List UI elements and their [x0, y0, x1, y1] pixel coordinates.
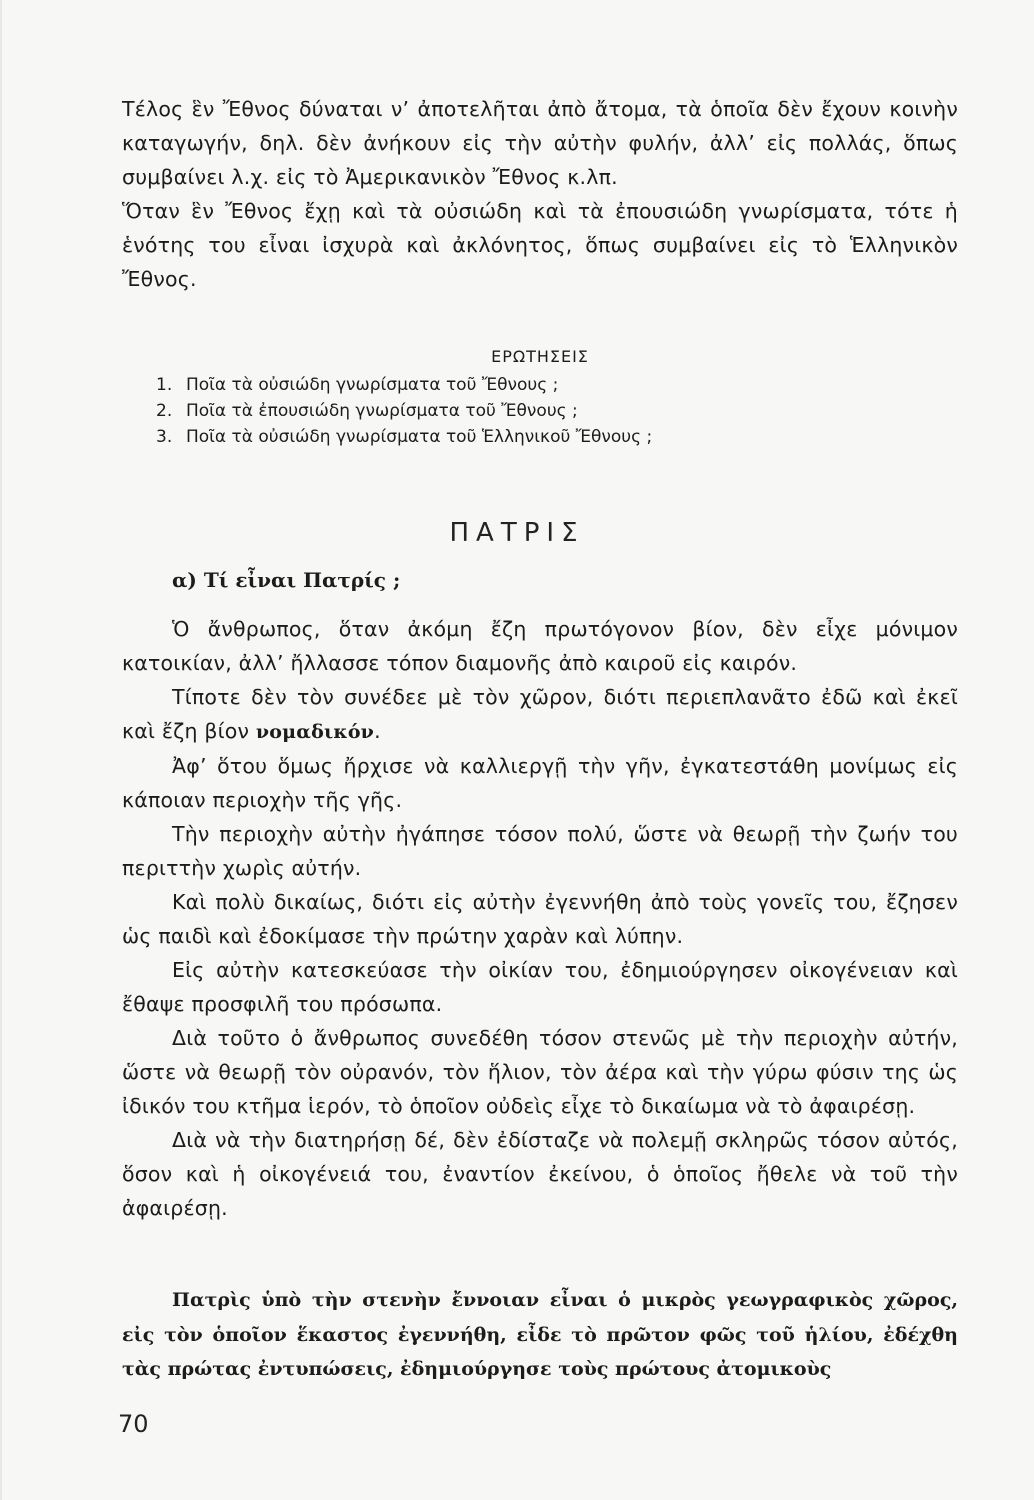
question-text: Ποῖα τὰ ἐπουσιώδη γνωρίσματα τοῦ Ἔθνους ; [186, 401, 578, 421]
question-item [156, 372, 958, 398]
body-paragraph-8: Διὰ νὰ τὴν διατηρήσῃ δέ, δὲν ἐδίσταζε νὰ πολεμῇ σκληρῶς τόσον αὐτός, ὅσον καὶ ἡ οἰκογένειά του, ἐναντίον ἐκείνου, ὁ ὁποῖος ἤθελε νὰ τοῦ τὴν ἀφαιρέσῃ. [122, 1128, 958, 1220]
body-paragraph-3: Ἀφ’ ὅτου ὅμως ἤρχισε νὰ καλλιεργῇ τὴν γῆν, ἐγκατεστάθη μονίμως εἰς κάποιαν περιοχὴν τῆς γῆς. [122, 754, 958, 812]
question-item [156, 424, 958, 450]
body-paragraph-6: Εἰς αὐτὴν κατεσκεύασε τὴν οἰκίαν του, ἐδημιούργησεν οἰκογένειαν καὶ ἔθαψε προσφιλῆ του πρόσωπα. [122, 958, 958, 1016]
question-text: Ποῖα τὰ οὐσιώδη γνωρίσματα τοῦ Ἔθνους ; [186, 375, 559, 395]
questions-title: ΕΡΩΤΗΣΕΙΣ [491, 347, 589, 366]
definition-paragraph: Πατρὶς ὑπὸ τὴν στενὴν ἔννοιαν εἶναι ὁ μικρὸς γεωγραφικὸς χῶρος, εἰς τὸν ὁποῖον ἕκαστος ἐγεννήθη, εἶδε τὸ πρῶτον φῶς τοῦ ἡλίου, ἐδέχθη τὰς πρώτας ἐντυπώσεις, ἐδημιούργησε τοὺς πρώτους ἀτομικοὺς [122, 1289, 958, 1380]
question-number: 3. [156, 427, 173, 447]
intro-paragraph-2: Ὅταν ἓν Ἔθνος ἔχῃ καὶ τὰ οὐσιώδη καὶ τὰ ἐπουσιώδη γνωρίσματα, τότε ἡ ἑνότης του εἶναι ἰσχυρὰ καὶ ἀκλόνητος, ὅπως συμβαίνει εἰς τὸ Ἑλληνικὸν Ἔθνος. [122, 199, 958, 291]
body-paragraph-2-end: . [374, 719, 381, 743]
body-paragraph-5: Καὶ πολὺ δικαίως, διότι εἰς αὐτὴν ἐγεννήθη ἀπὸ τοὺς γονεῖς του, ἔζησεν ὡς παιδὶ καὶ ἐδοκίμασε τὴν πρώτην χαρὰν καὶ λύπην. [122, 890, 958, 948]
body-paragraph-4: Τὴν περιοχὴν αὐτὴν ἠγάπησε τόσον πολύ, ὥστε νὰ θεωρῇ τὴν ζωήν του περιττὴν χωρὶς αὐτήν. [122, 822, 958, 880]
page-edge [0, 0, 2, 1500]
section-heading: α) Τί εἶναι Πατρίς ; [172, 568, 401, 592]
intro-text [122, 92, 958, 296]
question-number: 1. [156, 375, 173, 395]
question-text: Ποῖα τὰ οὐσιώδη γνωρίσματα τοῦ Ἑλληνικοῦ Ἔθνους ; [186, 427, 653, 447]
intro-paragraph-1: Τέλος ἓν Ἔθνος δύναται ν’ ἀποτελῆται ἀπὸ ἄτομα, τὰ ὁποῖα δὲν ἔχουν κοινὴν καταγωγήν, δηλ. δὲν ἀνήκουν εἰς τὴν αὐτὴν φυλήν, ἀλλ’ εἰς πολλάς, ὅπως συμβαίνει λ.χ. εἰς τὸ Ἀμερικανικὸν Ἔθνος κ.λπ. [122, 97, 958, 189]
body-paragraph-2 [122, 680, 958, 749]
question-number: 2. [156, 401, 173, 421]
body-paragraph-2-text: Τίποτε δὲν τὸν συνέδεε μὲ τὸν χῶρον, διότι περιεπλανᾶτο ἐδῶ καὶ ἐκεῖ καὶ ἔζη βίον [122, 685, 958, 743]
page-number: 70 [118, 1410, 149, 1438]
questions-list [122, 372, 958, 450]
chapter-title: ΠΑΤΡΙΣ [449, 518, 585, 548]
questions-section [122, 344, 958, 450]
body-paragraph-1: Ὁ ἄνθρωπος, ὅταν ἀκόμη ἔζη πρωτόγονον βίον, δὲν εἶχε μόνιμον κατοικίαν, ἀλλ’ ἤλλασσε τόπον διαμονῆς ἀπὸ καιροῦ εἰς καιρόν. [122, 617, 958, 675]
emphasis-nomadic: νομαδικόν [255, 721, 375, 743]
body-text [122, 612, 958, 1225]
body-paragraph-7: Διὰ τοῦτο ὁ ἄνθρωπος συνεδέθη τόσον στενῶς μὲ τὴν περιοχὴν αὐτήν, ὥστε νὰ θεωρῇ τὸν οὐρανόν, τὸν ἥλιον, τὸν ἀέρα καὶ τὴν γύρω φύσιν της ὡς ἰδικόν του κτῆμα ἱερόν, τὸ ὁποῖον οὐδεὶς εἶχε τὸ δικαίωμα νὰ τὸ ἀφαιρέσῃ. [122, 1026, 958, 1118]
question-item [156, 398, 958, 424]
